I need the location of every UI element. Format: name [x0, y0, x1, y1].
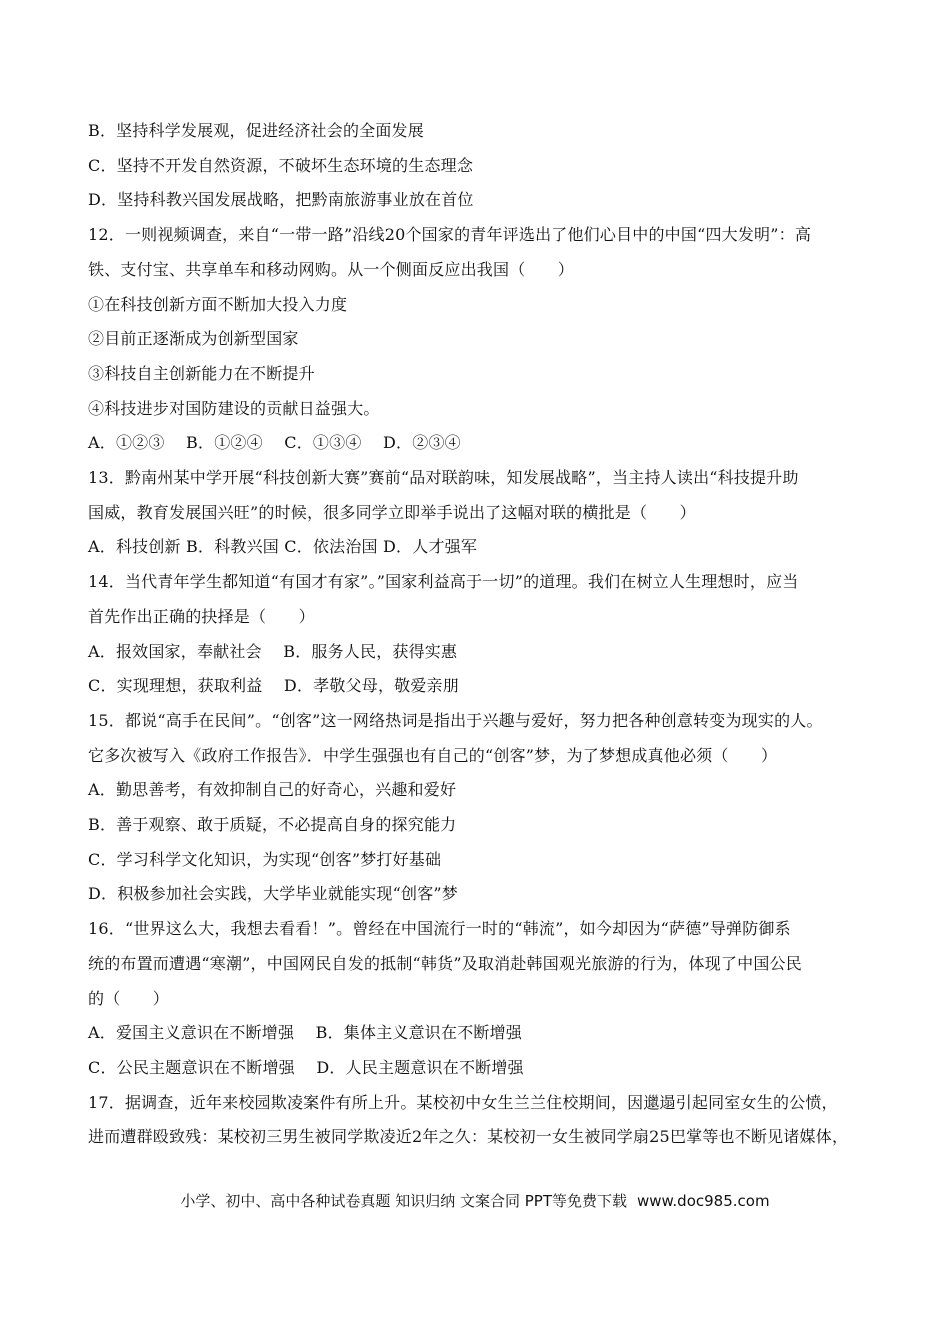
text-line: B．坚持科学发展观，促进经济社会的全面发展	[88, 121, 424, 140]
text-line: 16．“世界这么大，我想去看看！”。曾经在中国流行一时的“韩流”，如今却因为“萨德”导弹防御系	[88, 919, 791, 939]
page-footer	[0, 1190, 950, 1212]
text-line: ④科技进步对国防建设的贡献日益强大。	[88, 398, 380, 418]
text-line: 15．都说“高手在民间”。“创客”这一网络热词是指出于兴趣与爱好，努力把各种创意转变为现实的人。	[88, 710, 823, 730]
text-line: A．科技创新 B．科教兴国 C．依法治国 D．人才强军	[88, 537, 478, 557]
text-line: D．积极参加社会实践，大学毕业就能实现“创客”梦	[88, 884, 458, 904]
text-line: 13．黔南州某中学开展“科技创新大赛”赛前“品对联韵味，知发展战略”，当主持人读出“科技提升助	[88, 468, 799, 488]
text-line: C．坚持不开发自然资源，不破坏生态环境的生态理念	[88, 155, 474, 175]
text-line: 国威，教育发展国兴旺”的时候，很多同学立即举手说出了这幅对联的横批是（ ）	[88, 502, 696, 522]
text-line: ①在科技创新方面不断加大投入力度	[88, 294, 348, 314]
text-line: C．学习科学文化知识，为实现“创客”梦打好基础	[88, 849, 442, 869]
text-line: 铁、支付宝、共享单车和移动网购。从一个侧面反应出我国（ ）	[88, 259, 575, 279]
text-line: A．报效国家，奉献社会 B．服务人民，获得实惠	[88, 641, 458, 661]
text-line: C．公民主题意识在不断增强 D．人民主题意识在不断增强	[88, 1057, 524, 1077]
text-line: 统的布置而遭遇“寒潮”，中国网民自发的抵制“韩货”及取消赴韩国观光旅游的行为，体现了中国公民	[88, 953, 802, 973]
text-line: 进而遭群殴致残：某校初三男生被同学欺凌近2年之久：某校初一女生被同学扇25巴掌等也不断见诸媒体，	[88, 1127, 849, 1147]
footer-text: 小学、初中、高中各种试卷真题 知识归纳 文案合同 PPT等免费下载	[180, 1192, 627, 1210]
footer-url[interactable]: www.doc985.com	[636, 1192, 770, 1210]
text-line: C．实现理想，获取利益 D．孝敬父母，敬爱亲朋	[88, 676, 459, 696]
text-line: D．坚持科教兴国发展战略，把黔南旅游事业放在首位	[88, 190, 474, 210]
text-line: A．勤思善考，有效抑制自己的好奇心，兴趣和爱好	[88, 780, 457, 800]
text-line: 首先作出正确的抉择是（ ）	[88, 606, 315, 626]
exam-content	[88, 114, 878, 1155]
text-line: ③科技自主创新能力在不断提升	[88, 363, 315, 383]
text-line: 17．据调查，近年来校园欺凌案件有所上升。某校初中女生兰兰住校期间，因邋遢引起同室女生的公愤，	[88, 1092, 838, 1112]
text-line: 它多次被写入《政府工作报告》．中学生强强也有自己的“创客”梦，为了梦想成真他必须（ ）	[88, 745, 778, 765]
text-line: 的（ ）	[88, 988, 170, 1008]
text-line: A．爱国主义意识在不断增强 B．集体主义意识在不断增强	[88, 1023, 522, 1043]
text-line: 12．一则视频调查，来自“一带一路”沿线20个国家的青年评选出了他们心目中的中国“四大发明”：高	[88, 225, 812, 245]
text-line: B．善于观察、敢于质疑，不必提高自身的探究能力	[88, 815, 457, 835]
text-line: A．①②③ B．①②④ C．①③④ D．②③④	[88, 433, 461, 453]
text-line: ②目前正逐渐成为创新型国家	[88, 329, 299, 349]
text-line: 14．当代青年学生都知道“有国才有家”。”国家利益高于一切”的道理。我们在树立人生理想时，应当	[88, 572, 799, 592]
